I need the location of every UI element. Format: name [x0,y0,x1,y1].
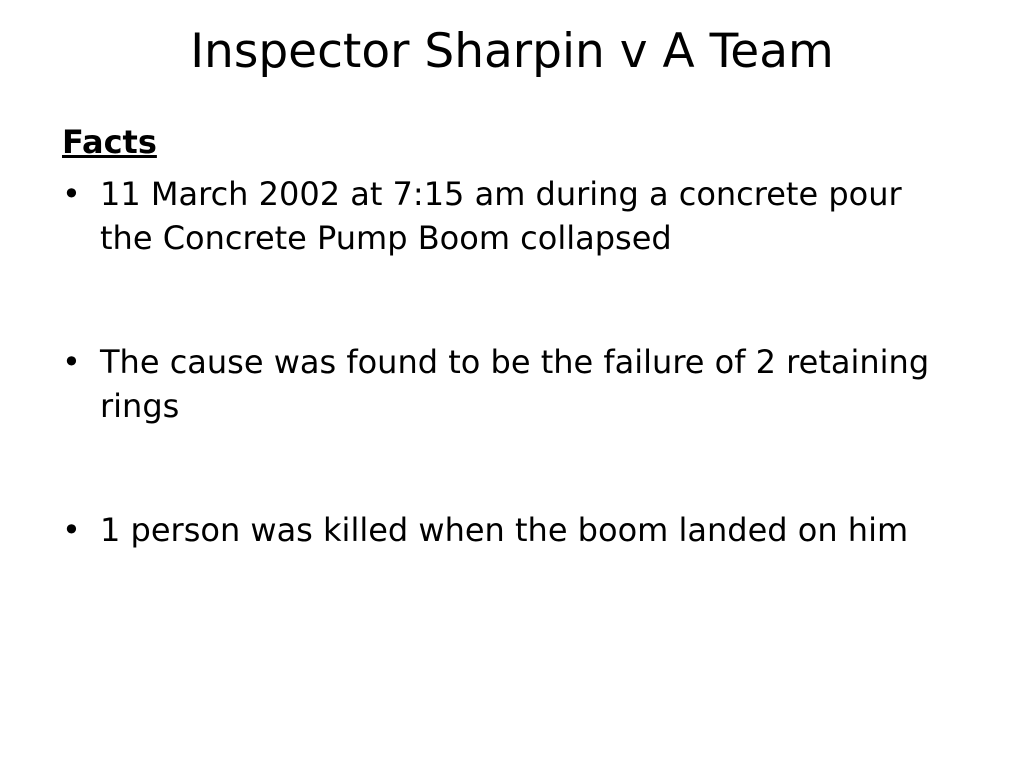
bullet-icon: • [62,511,81,549]
bullet-list [62,172,962,552]
bullet-item [62,172,962,260]
section-heading-facts: Facts [62,123,157,161]
bullet-text: 11 March 2002 at 7:15 am during a concrete pour the Concrete Pump Boom collapsed [100,175,902,257]
bullet-text: 1 person was killed when the boom landed on him [100,511,909,549]
slide-body [62,120,962,552]
bullet-icon: • [62,343,81,381]
bullet-item [62,508,962,552]
bullet-item [62,340,962,428]
bullet-icon: • [62,175,81,213]
slide-title: Inspector Sharpin v A Team [190,24,834,79]
bullet-text: The cause was found to be the failure of 2 retaining rings [100,343,930,425]
